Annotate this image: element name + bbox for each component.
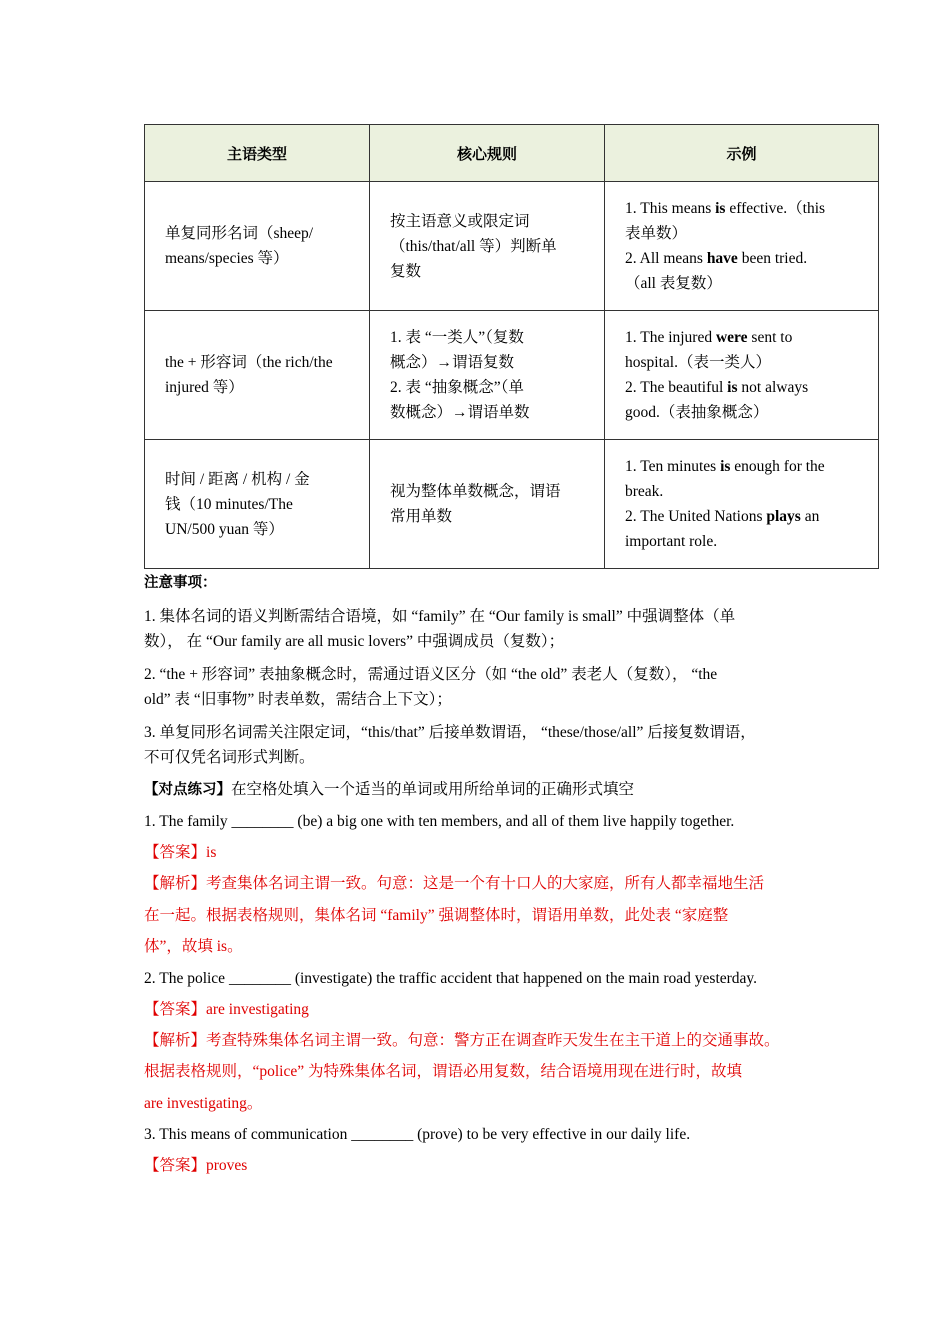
example-line: （all 表复数） [625,275,722,292]
practice-instruction-text: 在空格处填入一个适当的单词或用所给单词的正确形式填空 [231,781,635,798]
example-line [625,246,858,271]
example-text: 1. The injured [625,329,716,346]
question-1: 1. The family ________ (be) a big one with ten members, and all of them live happily together. [144,813,735,830]
answer-value: proves [206,1157,248,1174]
note-item [144,720,878,770]
example-verb: is [715,200,726,217]
cell-line: injured 等） [165,379,244,396]
explanation-text: 考查特殊集体名词主谓一致。句意：警方正在调查昨天发生在主干道上的交通事故。 [206,1031,780,1049]
cell-line: 2. 表 “抽象概念”（单 [390,379,524,396]
note-line: 1. 集体名词的语义判断需结合语境，如 “family” 在 “Our family is small” 中强调整体（单 [144,608,736,625]
answer-value: are investigating [206,1000,309,1018]
notes-section [144,571,878,1181]
example-text: 2. The United Nations [625,508,767,525]
example-text: enough for the [730,458,825,475]
example-line: good.（表抽象概念） [625,404,769,421]
explanation-line: 根据表格规则，“police” 为特殊集体名词，谓语必用复数，结合语境用现在进行时，故填 [144,1063,743,1080]
example-line [625,504,858,529]
cell-example [605,182,879,311]
explanation-line [144,868,878,900]
cell-line: UN/500 yuan 等） [165,520,284,538]
cell-example [605,311,879,440]
cell-core-rule [370,311,605,440]
table-row [145,311,879,440]
note-line: 2. “the + 形容词” 表抽象概念时，需通过语义区分（如 “the old” 表老人（复数）， “the [144,666,718,683]
practice-label: 【对点练习】 [144,782,231,798]
note-item [144,604,878,654]
example-text: not always [737,379,809,396]
cell-line: means/species 等） [165,250,289,267]
example-text: 2. All means [625,250,707,267]
cell-line: the + 形容词（the rich/the [165,354,333,371]
cell-line: 复数 [390,262,422,280]
cell-example [605,440,879,569]
question-2: 2. The police ________ (investigate) the traffic accident that happened on the main road yesterday. [144,969,758,987]
cell-line: 按主语意义或限定词 [390,212,530,230]
cell-core-rule [370,182,605,311]
answer-2 [144,994,878,1025]
cell-subject-type [145,440,370,569]
example-text: 1. Ten minutes [625,458,721,475]
explanation-text: 考查集体名词主谓一致。句意：这是一个有十口人的大家庭，所有人都幸福地生活 [206,875,765,892]
answer-label: 【答案】 [144,1157,207,1174]
header-core-rule: 核心规则 [370,125,605,182]
explanation-line [144,1025,878,1057]
cell-subject-type [145,182,370,311]
cell-subject-type [145,311,370,440]
example-text: 1. This means [625,200,716,217]
grammar-rule-table [144,124,879,569]
header-subject-type: 主语类型 [145,125,370,182]
example-text: effective.（this [725,200,826,217]
explanation-label: 【解析】 [144,875,207,892]
cell-line: 常用单数 [390,508,453,525]
answer-label: 【答案】 [144,1000,207,1018]
example-verb: is [720,458,731,475]
document-page [144,124,878,1181]
example-text: an [800,508,820,525]
example-text: 2. The beautiful [625,379,728,396]
example-line: hospital.（表一类人） [625,354,771,371]
answer-label: 【答案】 [144,844,207,861]
cell-line: 1. 表 “一类人”（复数 [390,329,524,346]
answer-value: is [206,844,217,861]
header-example: 示例 [605,125,879,182]
example-verb: have [706,250,738,267]
example-text: been tried. [737,250,808,267]
cell-line: 数概念）→谓语单数 [390,404,530,421]
explanation-line: are investigating。 [144,1094,263,1112]
cell-line: （this/that/all 等）判断单 [390,237,557,255]
practice-instruction [144,774,878,806]
explanation-2 [144,1025,878,1120]
note-line: 3. 单复同形名词需关注限定词，“this/that” 后接单数谓语， “these/those/all” 后接复数谓语， [144,724,756,741]
example-text: sent to [747,329,793,346]
cell-core-rule [370,440,605,569]
notes-heading: 注意事项： [144,575,217,591]
table-header-row [145,125,879,182]
cell-line: 钱（10 minutes/The [165,495,293,513]
example-line [625,325,858,350]
explanation-1 [144,868,878,963]
table-row [145,182,879,311]
example-line [625,454,858,479]
example-line [625,375,858,400]
note-line: old” 表 “旧事物” 时表单数，需结合上下文）； [144,691,452,708]
example-line: break. [625,483,664,500]
explanation-line: 体”，故填 is。 [144,938,243,955]
note-line: 不可仅凭名词形式判断。 [144,749,315,766]
example-verb: plays [766,508,801,525]
example-line: important role. [625,533,718,550]
cell-line: 单复同形名词（sheep/ [165,225,314,242]
note-line: 数）， 在 “Our family are all music lovers” 中强调成员（复数）； [144,633,565,650]
answer-3 [144,1150,878,1181]
explanation-line: 在一起。根据表格规则，集体名词 “family” 强调整体时，谓语用单数，此处表 “家庭整 [144,906,729,924]
example-line [625,196,858,221]
example-verb: were [715,329,748,346]
table-row [145,440,879,569]
explanation-label: 【解析】 [144,1031,207,1049]
example-line: 表单数） [625,225,688,242]
example-verb: is [727,379,738,396]
answer-1 [144,837,878,868]
question-3: 3. This means of communication ________ (prove) to be very effective in our daily life. [144,1126,691,1143]
note-item [144,662,878,712]
cell-line: 视为整体单数概念，谓语 [390,483,561,500]
cell-line: 时间 / 距离 / 机构 / 金 [165,470,310,488]
cell-line: 概念）→谓语复数 [390,354,515,371]
